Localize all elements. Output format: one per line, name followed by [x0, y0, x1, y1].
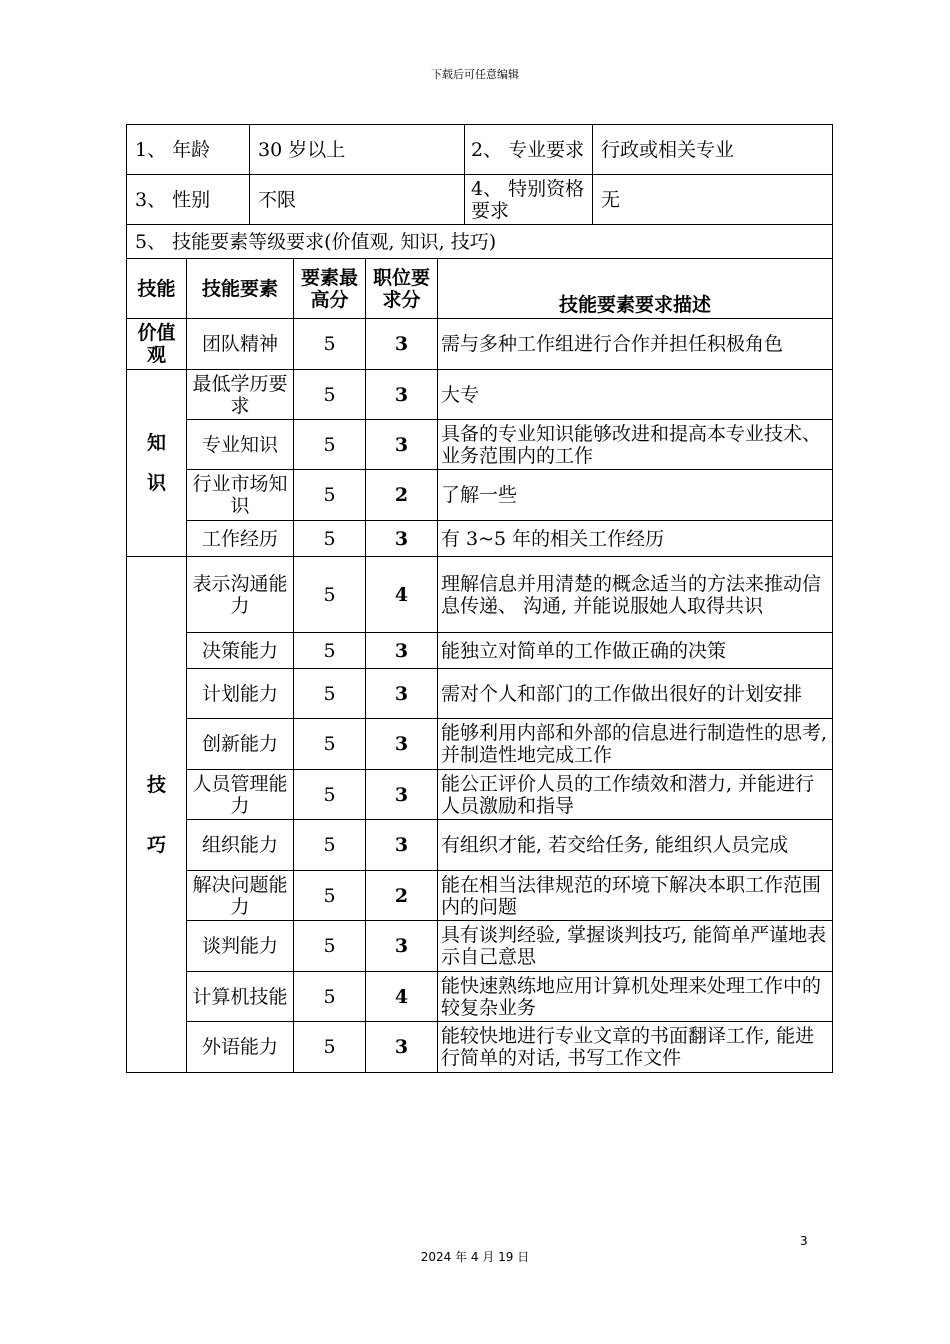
age-label: 1、 年龄 — [127, 125, 250, 175]
age-major-row — [127, 125, 833, 175]
table-row — [127, 633, 833, 669]
element-cell: 行业市场知识 — [187, 470, 294, 521]
description-cell: 具备的专业知识能够改进和提高本专业技术、 业务范围内的工作 — [438, 420, 833, 470]
special-label: 4、 特别资格要求 — [465, 175, 593, 225]
table-row — [127, 470, 833, 521]
required-score-cell: 4 — [366, 972, 438, 1022]
skills-title-row — [127, 225, 833, 259]
age-value: 30 岁以上 — [250, 125, 465, 175]
element-cell: 创新能力 — [187, 719, 294, 770]
max-score-cell: 5 — [294, 420, 366, 470]
category-knowledge-char-1: 知 — [146, 432, 166, 454]
table-row — [127, 972, 833, 1022]
page-header: 下载后可任意编辑 — [431, 68, 519, 81]
element-cell: 计划能力 — [187, 669, 294, 719]
skills-title: 5、 技能要素等级要求(价值观, 知识, 技巧) — [127, 225, 833, 259]
header-max-score: 要素最高分 — [294, 259, 366, 319]
element-cell: 表示沟通能力 — [187, 557, 294, 633]
max-score-cell: 5 — [294, 871, 366, 921]
required-score-cell: 3 — [366, 820, 438, 871]
table-row — [127, 820, 833, 871]
max-score-cell: 5 — [294, 319, 366, 370]
required-score-cell: 3 — [366, 633, 438, 669]
description-cell: 大专 — [438, 370, 833, 420]
required-score-cell: 3 — [366, 770, 438, 820]
table-row — [127, 871, 833, 921]
max-score-cell: 5 — [294, 669, 366, 719]
max-score-cell: 5 — [294, 370, 366, 420]
gender-special-row — [127, 175, 833, 225]
job-requirements-table — [126, 124, 833, 1073]
table-row — [127, 420, 833, 470]
element-cell: 组织能力 — [187, 820, 294, 871]
description-cell: 需对个人和部门的工作做出很好的计划安排 — [438, 669, 833, 719]
max-score-cell: 5 — [294, 972, 366, 1022]
table-row — [127, 1022, 833, 1073]
element-cell: 解决问题能力 — [187, 871, 294, 921]
element-cell: 最低学历要求 — [187, 370, 294, 420]
header-element: 技能要素 — [187, 259, 294, 319]
description-cell: 能快速熟练地应用计算机处理来处理工作中的较复杂业务 — [438, 972, 833, 1022]
category-skills-char-2: 巧 — [146, 833, 166, 856]
description-cell: 能独立对简单的工作做正确的决策 — [438, 633, 833, 669]
max-score-cell: 5 — [294, 1022, 366, 1073]
category-values: 价值观 — [127, 319, 187, 370]
category-knowledge — [127, 370, 187, 557]
element-cell: 团队精神 — [187, 319, 294, 370]
element-cell: 工作经历 — [187, 521, 294, 557]
description-cell: 有 3~5 年的相关工作经历 — [438, 521, 833, 557]
required-score-cell: 3 — [366, 719, 438, 770]
table-row — [127, 770, 833, 820]
gender-label: 3、 性别 — [127, 175, 250, 225]
required-score-cell: 3 — [366, 669, 438, 719]
description-cell: 能公正评价人员的工作绩效和潜力, 并能进行人员激励和指导 — [438, 770, 833, 820]
major-label: 2、 专业要求 — [465, 125, 593, 175]
required-score-cell: 3 — [366, 420, 438, 470]
max-score-cell: 5 — [294, 921, 366, 972]
max-score-cell: 5 — [294, 470, 366, 521]
max-score-cell: 5 — [294, 820, 366, 871]
category-knowledge-char-2: 识 — [146, 472, 166, 494]
max-score-cell: 5 — [294, 557, 366, 633]
table-row — [127, 521, 833, 557]
description-cell: 了解一些 — [438, 470, 833, 521]
header-description: 技能要素要求描述 — [438, 259, 833, 319]
header-required-score: 职位要求分 — [366, 259, 438, 319]
table-row — [127, 669, 833, 719]
description-cell: 能较快地进行专业文章的书面翻译工作, 能进行简单的对话, 书写工作文件 — [438, 1022, 833, 1073]
required-score-cell: 2 — [366, 470, 438, 521]
table-row — [127, 370, 833, 420]
category-skills-char-1: 技 — [146, 773, 166, 796]
max-score-cell: 5 — [294, 770, 366, 820]
max-score-cell: 5 — [294, 521, 366, 557]
max-score-cell: 5 — [294, 633, 366, 669]
description-cell: 有组织才能, 若交给任务, 能组织人员完成 — [438, 820, 833, 871]
element-cell: 人员管理能力 — [187, 770, 294, 820]
required-score-cell: 3 — [366, 319, 438, 370]
gender-value: 不限 — [250, 175, 465, 225]
page-footer-date: 2024 年 4 月 19 日 — [420, 1250, 530, 1264]
required-score-cell: 3 — [366, 370, 438, 420]
element-cell: 决策能力 — [187, 633, 294, 669]
special-value: 无 — [593, 175, 833, 225]
description-cell: 需与多种工作组进行合作并担任积极角色 — [438, 319, 833, 370]
element-cell: 专业知识 — [187, 420, 294, 470]
category-skills — [127, 557, 187, 1073]
required-score-cell: 3 — [366, 921, 438, 972]
table-row — [127, 557, 833, 633]
header-category: 技能 — [127, 259, 187, 319]
required-score-cell: 4 — [366, 557, 438, 633]
required-score-cell: 2 — [366, 871, 438, 921]
element-cell: 谈判能力 — [187, 921, 294, 972]
table-row — [127, 319, 833, 370]
max-score-cell: 5 — [294, 719, 366, 770]
description-cell: 能在相当法律规范的环境下解决本职工作范围内的问题 — [438, 871, 833, 921]
description-cell: 能够利用内部和外部的信息进行制造性的思考, 并制造性地完成工作 — [438, 719, 833, 770]
page-number: 3 — [800, 1234, 808, 1248]
table-row — [127, 719, 833, 770]
element-cell: 计算机技能 — [187, 972, 294, 1022]
description-cell: 具有谈判经验, 掌握谈判技巧, 能简单严谨地表示自己意思 — [438, 921, 833, 972]
major-value: 行政或相关专业 — [593, 125, 833, 175]
table-row — [127, 921, 833, 972]
required-score-cell: 3 — [366, 1022, 438, 1073]
required-score-cell: 3 — [366, 521, 438, 557]
description-cell: 理解信息并用清楚的概念适当的方法来推动信息传递、 沟通, 并能说服她人取得共识 — [438, 557, 833, 633]
column-header-row — [127, 259, 833, 319]
element-cell: 外语能力 — [187, 1022, 294, 1073]
